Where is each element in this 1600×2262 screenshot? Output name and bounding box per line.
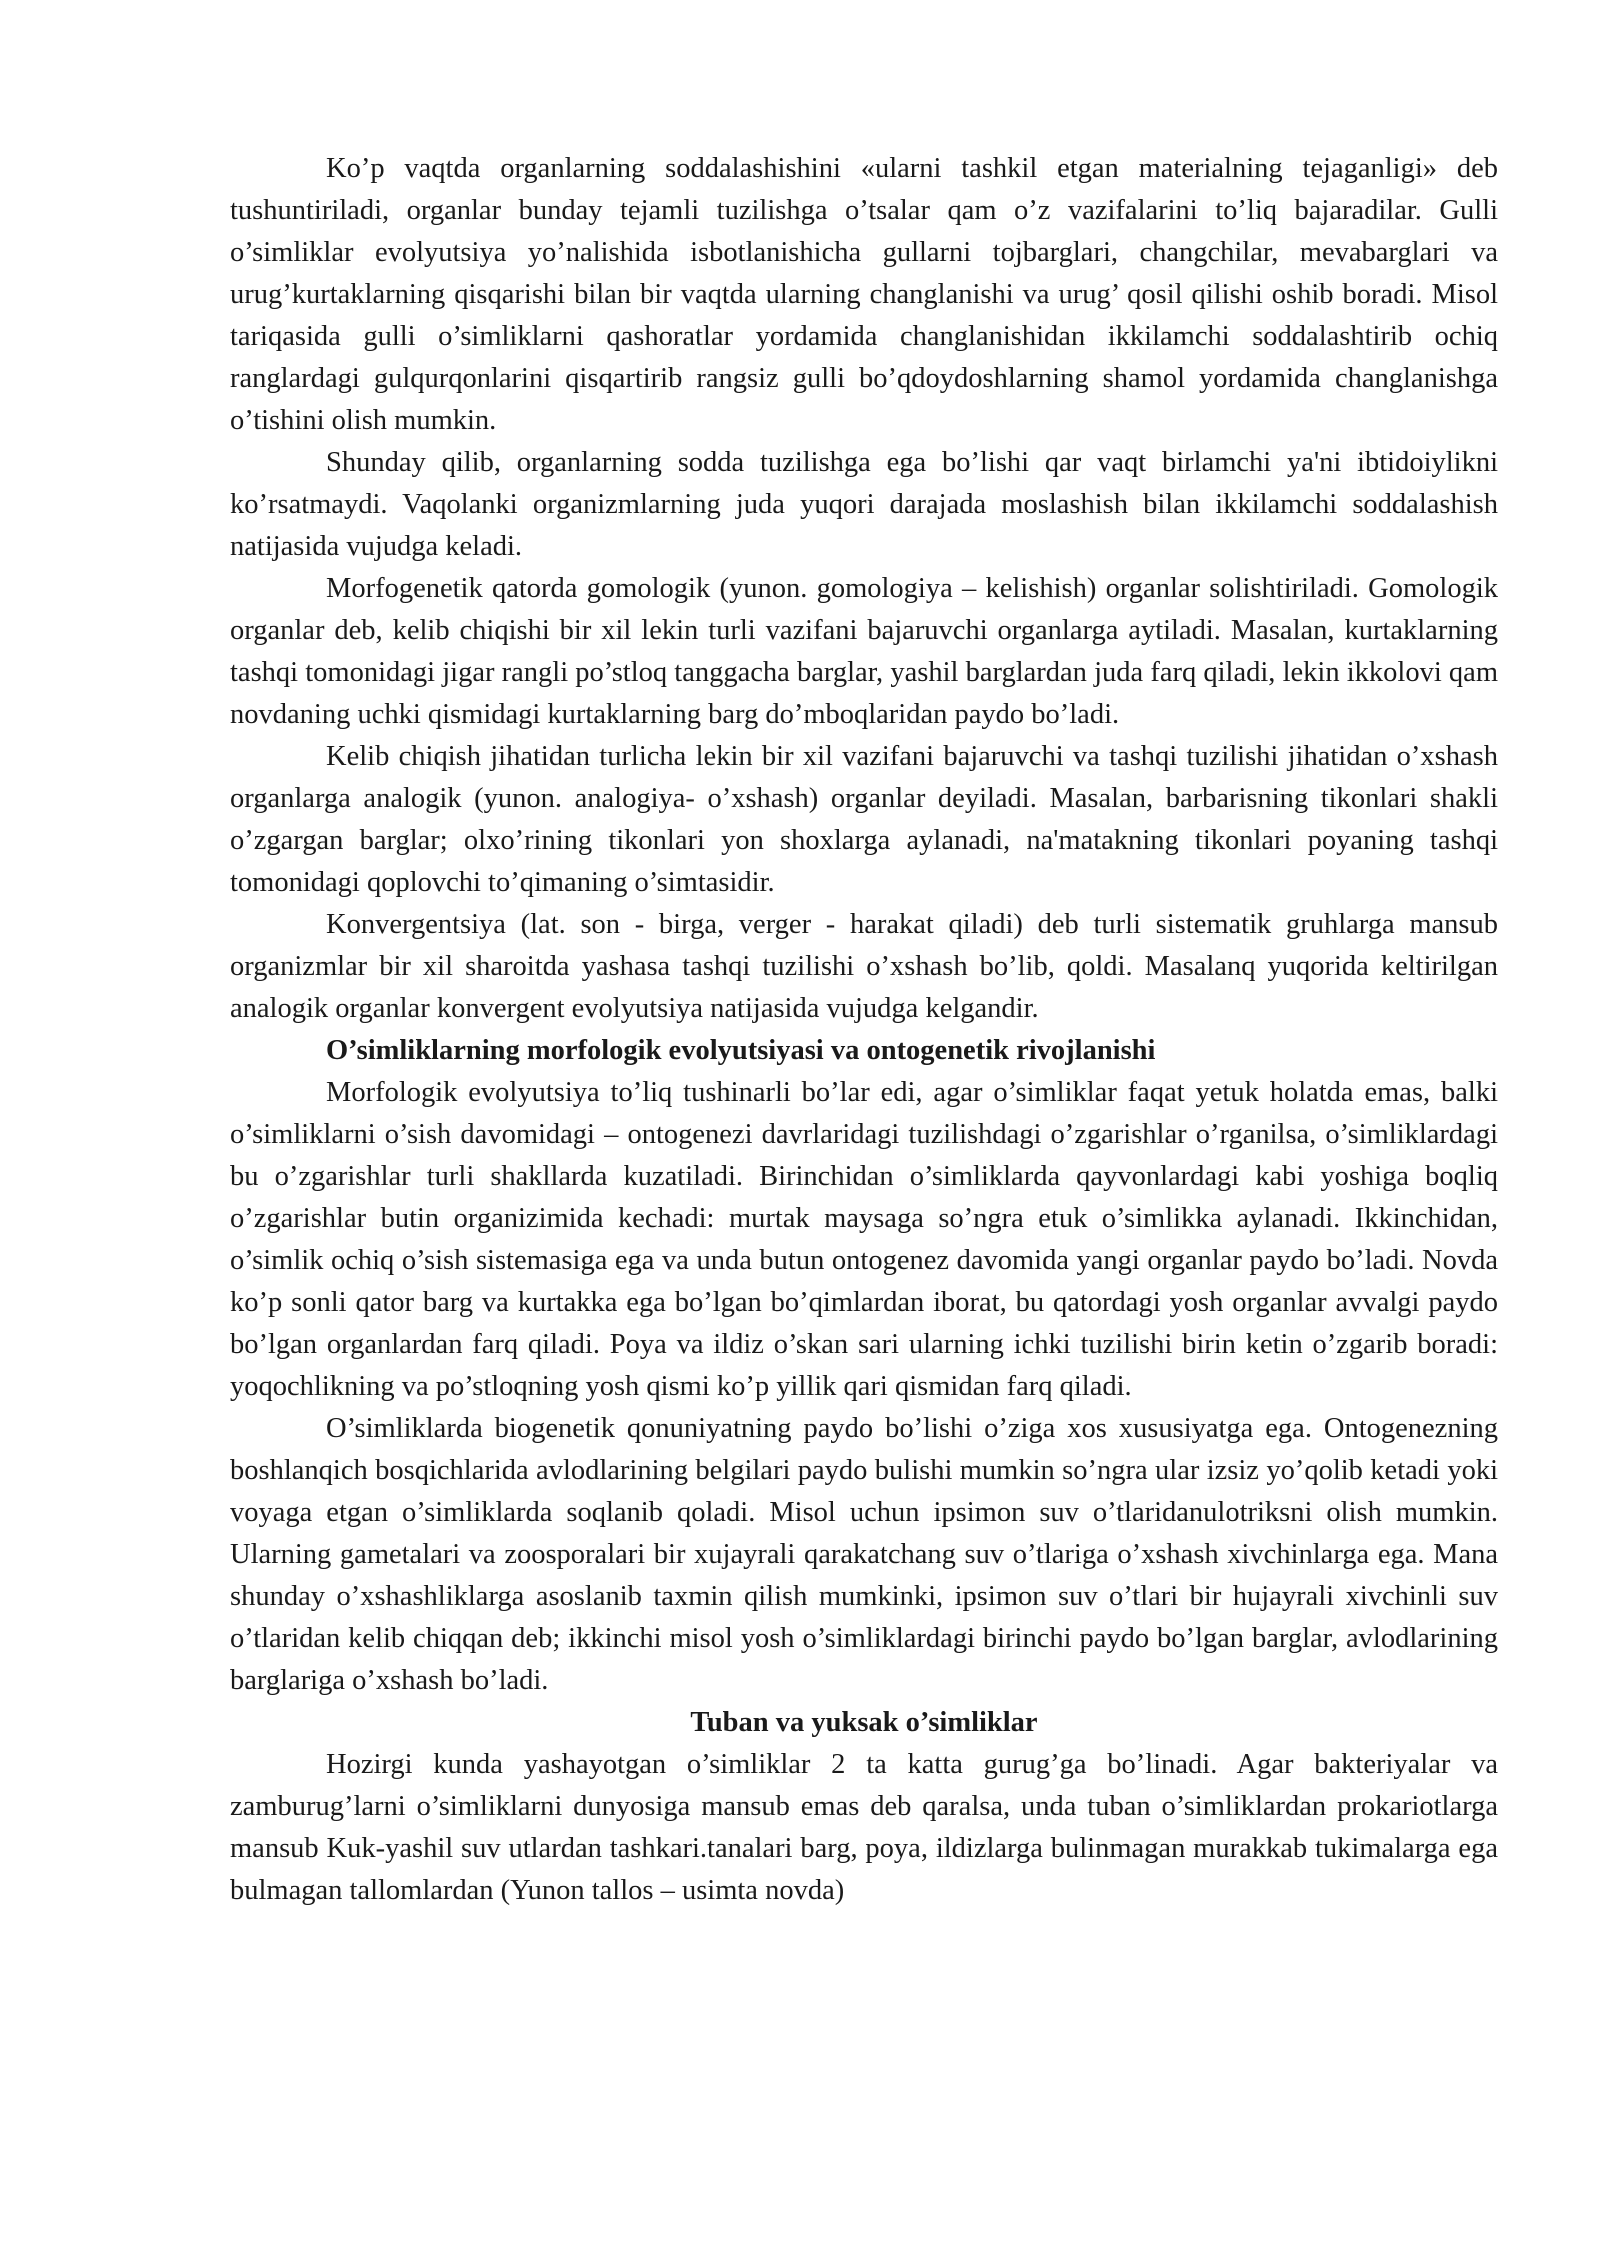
paragraph: Morfologik evolyutsiya to’liq tushinarli bo’lar edi, agar o’simliklar faqat yetuk holatda emas, balki o’simliklarni o’sish davomidagi – ontogenezi davrlaridagi tuzilishdagi o’zgarishlar o’rganilsa, o’simliklardagi bu o’zgarishlar turli shakllarda kuzatiladi. Birinchidan o’simliklarda qayvonlardagi kabi yoshiga boqliq o’zgarishlar butin organizimida kechadi: murtak maysaga so’ngra etuk o’simlikka aylanadi. Ikkinchidan, o’simlik ochiq o’sish sistemasiga ega va unda butun ontogenez davomida yangi organlar paydo bo’ladi. Novda ko’p sonli qator barg va kurtakka ega bo’lgan bo’qimlardan iborat, bu qatordagi yosh organlar avvalgi paydo bo’lgan organlardan farq qiladi. Poya va ildiz o’skan sari ularning ichki tuzilishi birin ketin o’zgarib boradi: yoqochlikning va po’stloqning yosh qismi ko’p yillik qari qismidan farq qiladi. [230,1077,1498,1402]
section-heading: Tuban va yuksak o’simliklar [690,1707,1038,1738]
paragraph: Konvergentsiya (lat. son - birga, verger - harakat qiladi) deb turli sistematik gruhlarga mansub organizmlar bir xil sharoitda yashasa tashqi tuzilishi o’xshash bo’lib, qoldi. Masalanq yuqorida keltirilgan analogik organlar konvergent evolyutsiya natijasida vujudga kelgandir. [230,909,1498,1024]
paragraph: Morfogenetik qatorda gomologik (yunon. gomologiya – kelishish) organlar solishtiriladi. Gomologik organlar deb, kelib chiqishi bir xil lekin turli vazifani bajaruvchi organlarga aytiladi. Masalan, kurtaklarning tashqi tomonidagi jigar rangli po’stloq tanggacha barglar, yashil barglardan juda farq qiladi, lekin ikkolovi qam novdaning uchki qismidagi kurtaklarning barg do’mboqlaridan paydo bo’ladi. [230,573,1498,730]
paragraph: Kelib chiqish jihatidan turlicha lekin bir xil vazifani bajaruvchi va tashqi tuzilishi jihatidan o’xshash organlarga analogik (yunon. analogiya- o’xshash) organlar deyiladi. Masalan, barbarisning tikonlari shakli o’zgargan barglar; olxo’rining tikonlari yon shoxlarga aylanadi, na'matakning tikonlari poyaning tashqi tomonidagi qoplovchi to’qimaning o’simtasidir. [230,741,1498,898]
document-page [230,148,1498,1912]
paragraph: Shunday qilib, organlarning sodda tuzilishga ega bo’lishi qar vaqt birlamchi ya'ni ibtidoiylikni ko’rsatmaydi. Vaqolanki organizmlarning juda yuqori darajada moslashish bilan ikkilamchi soddalashish natijasida vujudga keladi. [230,447,1498,562]
paragraph: O’simliklarda biogenetik qonuniyatning paydo bo’lishi o’ziga xos xususiyatga ega. Ontogenezning boshlanqich bosqichlarida avlodlarining belgilari paydo bulishi mumkin so’ngra ular izsiz yo’qolib ketadi yoki voyaga etgan o’simliklarda soqlanib qoladi. Misol uchun ipsimon suv o’tlaridanulotriksni olish mumkin. Ularning gametalari va zoosporalari bir xujayrali qarakatchang suv o’tlariga o’xshash xivchinlarga ega. Mana shunday o’xshashliklarga asoslanib taxmin qilish mumkinki, ipsimon suv o’tlari bir hujayrali xivchinli suv o’tlaridan kelib chiqqan deb; ikkinchi misol yosh o’simliklardagi birinchi paydo bo’lgan barglar, avlodlarining barglariga o’xshash bo’ladi. [230,1413,1498,1696]
paragraph: Hozirgi kunda yashayotgan o’simliklar 2 ta katta gurug’ga bo’linadi. Agar bakteriyalar va zamburug’larni o’simliklarni dunyosiga mansub emas deb qaralsa, unda tuban o’simliklardan prokariotlarga mansub Kuk-yashil suv utlardan tashkari.tanalari barg, poya, ildizlarga bulinmagan murakkab tukimalarga ega bulmagan tallomlardan (Yunon tallos – usimta novda) [230,1749,1498,1906]
section-heading: O’simliklarning morfologik evolyutsiyasi va ontogenetik rivojlanishi [326,1035,1156,1066]
paragraph: Ko’p vaqtda organlarning soddalashishini «ularni tashkil etgan materialning tejaganligi» deb tushuntiriladi, organlar bunday tejamli tuzilishga o’tsalar qam o’z vazifalarini to’liq bajaradilar. Gulli o’simliklar evolyutsiya yo’nalishida isbotlanishicha gullarni tojbarglari, changchilar, mevabarglari va urug’kurtaklarning qisqarishi bilan bir vaqtda ularning changlanishi va urug’ qosil qilishi oshib boradi. Misol tariqasida gulli o’simliklarni qashoratlar yordamida changlanishidan ikkilamchi soddalashtirib ochiq ranglardagi gulqurqonlarini qisqartirib rangsiz gulli bo’qdoydoshlarning shamol yordamida changlanishga o’tishini olish mumkin. [230,153,1498,436]
